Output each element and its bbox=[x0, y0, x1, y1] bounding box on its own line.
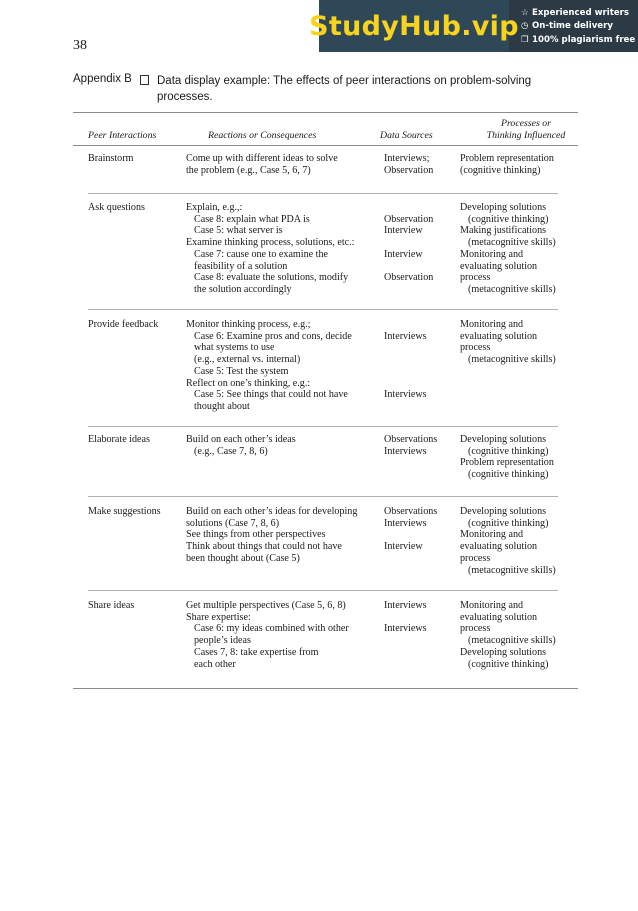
cell-processes-line: (metacognitive skills) bbox=[468, 564, 556, 576]
cell-processes-line: (metacognitive skills) bbox=[468, 237, 556, 249]
cell-data-sources-line: Interviews bbox=[384, 330, 427, 342]
cell-data-sources bbox=[384, 319, 458, 413]
header-processes-line1: Processes or bbox=[501, 118, 551, 129]
ad-banner[interactable] bbox=[309, 0, 638, 52]
cell-peer-interaction: Provide feedback bbox=[88, 319, 159, 330]
cell-reactions-line: Case 5: See things that could not have bbox=[194, 389, 348, 401]
cell-reactions-line: Case 8: evaluate the solutions, modify bbox=[194, 272, 349, 284]
cell-data-sources-line: Observation bbox=[384, 213, 434, 225]
cell-reactions-line: Case 6: my ideas combined with other bbox=[194, 623, 349, 635]
cell-reactions-line: (e.g., external vs. internal) bbox=[194, 354, 301, 366]
cell-data-sources-line: Interviews bbox=[384, 517, 427, 529]
cell-data-sources-line bbox=[384, 553, 458, 565]
cell-reactions-line: Share expertise: bbox=[186, 611, 251, 623]
cell-processes bbox=[460, 202, 568, 296]
cell-reactions-line: Build on each other’s ideas for developing bbox=[186, 506, 358, 517]
cell-data-sources-line: Observation bbox=[384, 164, 434, 176]
cell-reactions-line: Get multiple perspectives (Case 5, 6, 8) bbox=[186, 600, 346, 611]
cell-peer-interaction: Make suggestions bbox=[88, 506, 161, 517]
cell-data-sources-line bbox=[384, 647, 458, 659]
cell-data-sources-line: Observations bbox=[384, 434, 438, 445]
cell-reactions-line: Build on each other’s ideas bbox=[186, 434, 296, 445]
header-processes-line2: Thinking Influenced bbox=[486, 130, 566, 141]
cell-data-sources-line bbox=[384, 612, 458, 624]
cell-data-sources-line bbox=[384, 529, 458, 541]
cell-reactions-line: Monitor thinking process, e.g.; bbox=[186, 319, 311, 330]
cell-processes-line: Making justifications bbox=[460, 225, 547, 237]
cell-data-sources-line: Interviews bbox=[384, 600, 427, 611]
cell-processes-line: (metacognitive skills) bbox=[468, 354, 556, 366]
cell-peer-interaction: Share ideas bbox=[88, 600, 135, 611]
cell-processes-line: (cognitive thinking) bbox=[468, 213, 549, 225]
banner-feature-label: Experienced writers bbox=[532, 7, 630, 18]
cell-processes-line: (cognitive thinking) bbox=[468, 517, 549, 529]
cell-data-sources-line: Interview bbox=[384, 225, 423, 237]
cell-processes-line: Monitoring and bbox=[460, 529, 524, 541]
cell-reactions-line: Explain, e.g.,: bbox=[186, 202, 243, 213]
cell-processes bbox=[460, 506, 568, 576]
banner-feature bbox=[521, 6, 638, 20]
cell-data-sources-line bbox=[384, 354, 458, 366]
star-icon: ☆ bbox=[521, 7, 529, 18]
cell-reactions-line: feasibility of a solution bbox=[194, 260, 288, 272]
header-peer-interactions: Peer Interactions bbox=[88, 130, 157, 141]
cell-data-sources bbox=[384, 600, 458, 670]
cell-reactions-line: solutions (Case 7, 8, 6) bbox=[186, 517, 280, 529]
cell-processes-line: (cognitive thinking) bbox=[468, 658, 549, 670]
row-divider bbox=[88, 590, 558, 591]
checkbox-glyph-icon bbox=[140, 75, 149, 85]
cell-processes-line: evaluating solution bbox=[460, 260, 538, 272]
cell-reactions-line: Come up with different ideas to solve bbox=[186, 153, 338, 164]
row-divider bbox=[88, 309, 558, 310]
cell-processes-line: evaluating solution bbox=[460, 330, 538, 342]
cell-peer-interaction: Ask questions bbox=[88, 202, 145, 213]
cell-data-sources-line: Interview bbox=[384, 541, 423, 553]
cell-data-sources-line bbox=[384, 202, 458, 214]
table-bottom-rule bbox=[73, 688, 578, 689]
cell-processes-line: evaluating solution bbox=[460, 611, 538, 623]
cell-processes-line: process bbox=[460, 552, 491, 564]
cell-processes-line: Developing solutions bbox=[460, 434, 547, 445]
cell-data-sources-line: Interviews; bbox=[384, 153, 430, 164]
cell-data-sources-line bbox=[384, 319, 458, 331]
document-check-icon: ❒ bbox=[521, 34, 529, 45]
cell-data-sources-line bbox=[384, 342, 458, 354]
cell-reactions-line: people’s ideas bbox=[194, 635, 251, 647]
table-caption: Data display example: The effects of peer interactions on problem-solving processes. bbox=[157, 75, 532, 103]
cell-data-sources bbox=[384, 153, 458, 176]
table-top-rule bbox=[73, 112, 578, 113]
cell-reactions-line: Case 5: what server is bbox=[194, 225, 283, 237]
cell-processes-line: Monitoring and bbox=[460, 600, 524, 611]
cell-processes-line: (cognitive thinking) bbox=[468, 445, 549, 457]
cell-reactions-line: been thought about (Case 5) bbox=[186, 552, 300, 564]
brand-name: StudyHub.vip bbox=[309, 10, 519, 42]
cell-data-sources-line bbox=[384, 401, 458, 413]
cell-processes bbox=[460, 600, 568, 670]
cell-reactions-line: the solution accordingly bbox=[194, 283, 292, 295]
cell-data-sources-line: Interviews bbox=[384, 623, 427, 635]
cell-processes-line: (metacognitive skills) bbox=[468, 635, 556, 647]
cell-processes bbox=[460, 153, 568, 176]
cell-reactions-line: Case 7: cause one to examine the bbox=[194, 248, 328, 260]
clock-icon: ◷ bbox=[521, 21, 529, 32]
row-divider bbox=[88, 496, 558, 497]
cell-processes-line: evaluating solution bbox=[460, 541, 538, 553]
cell-reactions-line: Examine thinking process, solutions, etc.: bbox=[186, 237, 355, 249]
cell-reactions bbox=[186, 319, 382, 413]
cell-reactions-line: Case 6: Examine pros and cons, decide bbox=[194, 330, 352, 342]
cell-reactions-line: Cases 7, 8: take expertise from bbox=[194, 646, 319, 658]
cell-reactions-line: the problem (e.g., Case 5, 6, 7) bbox=[186, 164, 311, 176]
cell-processes-line: Problem representation bbox=[460, 153, 554, 164]
cell-processes bbox=[460, 434, 568, 481]
cell-reactions-line: (e.g., Case 7, 8, 6) bbox=[194, 445, 268, 457]
cell-reactions bbox=[186, 506, 382, 565]
cell-reactions bbox=[186, 202, 382, 296]
cell-reactions-line: Case 5: Test the system bbox=[194, 365, 289, 377]
cell-processes-line: process bbox=[460, 623, 491, 635]
cell-processes-line: (cognitive thinking) bbox=[468, 469, 549, 481]
cell-data-sources-line: Interviews bbox=[384, 389, 427, 401]
cell-reactions-line: Reflect on one’s thinking, e.g.: bbox=[186, 377, 311, 389]
header-data-sources: Data Sources bbox=[380, 130, 433, 141]
cell-data-sources-line bbox=[384, 658, 458, 670]
cell-reactions bbox=[186, 153, 382, 176]
cell-processes-line: Problem representation bbox=[460, 457, 554, 469]
cell-data-sources-line bbox=[384, 284, 458, 296]
cell-processes-line: Developing solutions bbox=[460, 202, 547, 213]
cell-data-sources bbox=[384, 202, 458, 296]
cell-data-sources-line bbox=[384, 635, 458, 647]
cell-reactions-line: See things from other perspectives bbox=[186, 529, 326, 541]
cell-processes-line: Developing solutions bbox=[460, 506, 547, 517]
cell-reactions-line: what systems to use bbox=[194, 342, 275, 354]
cell-reactions-line: Think about things that could not have bbox=[186, 541, 342, 553]
cell-processes-line: process bbox=[460, 342, 491, 354]
banner-feature-list bbox=[509, 0, 638, 52]
cell-data-sources-line: Interviews bbox=[384, 445, 427, 457]
page-number: 38 bbox=[73, 38, 87, 53]
banner-feature bbox=[521, 33, 638, 47]
cell-processes-line: Monitoring and bbox=[460, 248, 524, 260]
header-rule bbox=[73, 145, 578, 146]
banner-feature bbox=[521, 20, 638, 34]
cell-reactions-line: Case 8: explain what PDA is bbox=[194, 213, 310, 225]
cell-reactions-line: thought about bbox=[194, 400, 250, 412]
cell-processes-line: (cognitive thinking) bbox=[460, 164, 541, 176]
header-processes bbox=[474, 118, 578, 142]
row-divider bbox=[88, 193, 558, 194]
cell-reactions bbox=[186, 434, 382, 457]
cell-peer-interaction: Brainstorm bbox=[88, 153, 134, 164]
cell-processes-line: (metacognitive skills) bbox=[468, 283, 556, 295]
cell-data-sources-line: Observations bbox=[384, 506, 438, 517]
cell-processes-line: process bbox=[460, 272, 491, 284]
banner-feature-label: 100% plagiarism free bbox=[532, 34, 636, 45]
cell-data-sources bbox=[384, 506, 458, 564]
cell-data-sources-line bbox=[384, 237, 458, 249]
header-reactions: Reactions or Consequences bbox=[208, 130, 317, 141]
row-divider bbox=[88, 426, 558, 427]
banner-feature-label: On-time delivery bbox=[532, 21, 613, 32]
cell-data-sources-line bbox=[384, 377, 458, 389]
cell-reactions bbox=[186, 600, 382, 670]
cell-data-sources-line bbox=[384, 260, 458, 272]
cell-peer-interaction: Elaborate ideas bbox=[88, 434, 150, 445]
brand-logo[interactable] bbox=[309, 0, 519, 52]
cell-processes-line: Developing solutions bbox=[460, 646, 547, 658]
appendix-label: Appendix B bbox=[73, 73, 132, 85]
cell-processes-line: Monitoring and bbox=[460, 319, 524, 330]
cell-data-sources bbox=[384, 434, 458, 457]
cell-data-sources-line: Interview bbox=[384, 248, 423, 260]
cell-data-sources-line bbox=[384, 366, 458, 378]
cell-reactions-line: each other bbox=[194, 658, 236, 670]
cell-processes bbox=[460, 319, 568, 366]
cell-data-sources-line: Observation bbox=[384, 272, 434, 284]
